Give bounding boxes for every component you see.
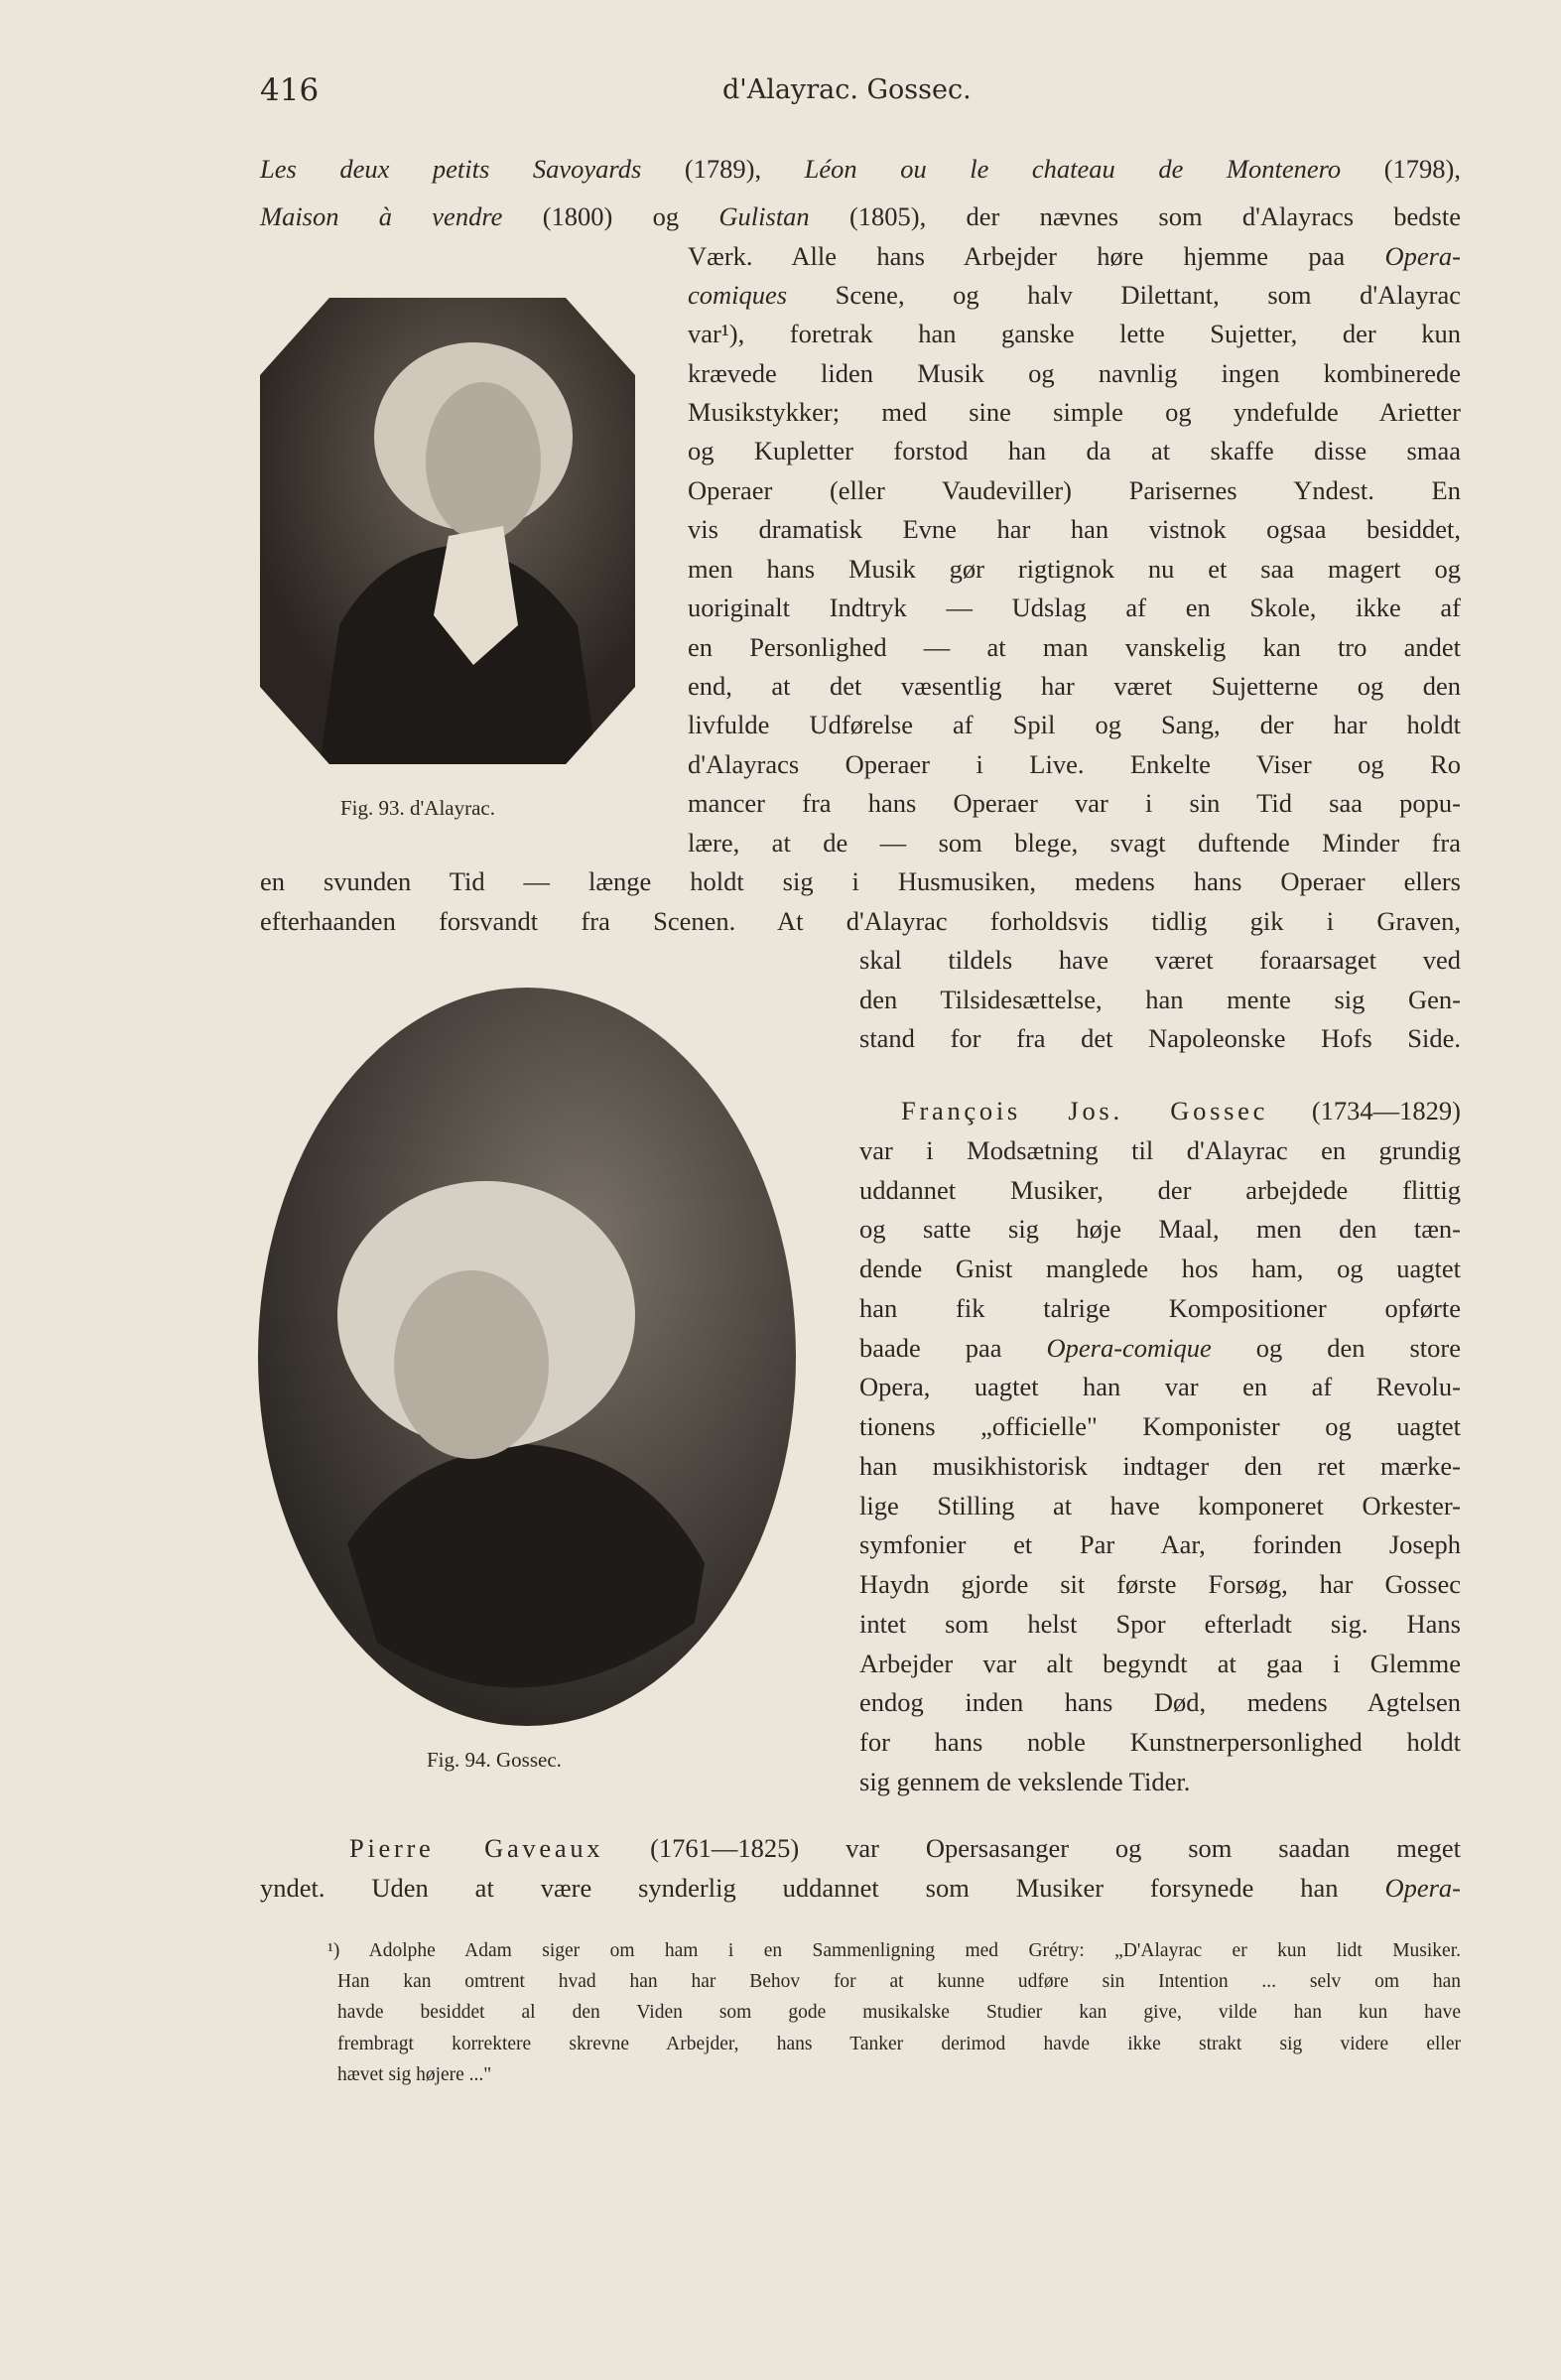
- text-line: baade paa Opera-comique og den store: [859, 1333, 1461, 1363]
- text-line: vis dramatisk Evne har han vistnok ogsaa besiddet,: [688, 514, 1461, 544]
- text-line: François Jos. Gossec (1734—1829): [901, 1096, 1461, 1125]
- text-line: og satte sig høje Maal, men den tæn-: [859, 1214, 1461, 1244]
- text-line: livfulde Udførelse af Spil og Sang, der har holdt: [688, 710, 1461, 739]
- text-line: Haydn gjorde sit første Forsøg, har Gossec: [859, 1569, 1461, 1599]
- text-line: intet som helst Spor efterladt sig. Hans: [859, 1609, 1461, 1639]
- text-line: en Personlighed — at man vanskelig kan tro andet: [688, 632, 1461, 662]
- text-line: Maison à vendre (1800) og Gulistan (1805), der nævnes som d'Alayracs bedste: [260, 201, 1461, 231]
- text-line: var i Modsætning til d'Alayrac en grundig: [859, 1135, 1461, 1165]
- text-line: var¹), foretrak han ganske lette Sujetter, der kun: [688, 319, 1461, 348]
- text-line: Les deux petits Savoyards (1789), Léon ou le chateau de Montenero (1798),: [260, 154, 1461, 184]
- figure-93-portrait: [260, 298, 635, 764]
- text-line: uddannet Musiker, der arbejdede flittig: [859, 1175, 1461, 1205]
- text-line: han fik talrige Kompositioner opførte: [859, 1293, 1461, 1323]
- text-line: lære, at de — som blege, svagt duftende Minder fra: [688, 828, 1461, 858]
- footnote-line: Han kan omtrent hvad han har Behov for at kunne udføre sin Intention ... selv om han: [337, 1971, 1461, 1992]
- text-line: Pierre Gaveaux (1761—1825) var Opersasanger og som saadan meget: [349, 1833, 1461, 1863]
- footnote-line: hævet sig højere ...": [337, 2064, 492, 2085]
- footnote-line: frembragt korrektere skrevne Arbejder, hans Tanker derimod havde ikke strakt sig videre eller: [337, 2034, 1461, 2054]
- text-line: Værk. Alle hans Arbejder høre hjemme paa Opera-: [688, 241, 1461, 271]
- figure-94-caption: Fig. 94. Gossec.: [427, 1748, 562, 1772]
- text-line: men hans Musik gør rigtignok nu et saa magert og: [688, 554, 1461, 584]
- text-line: krævede liden Musik og navnlig ingen kombinerede: [688, 358, 1461, 388]
- text-line: og Kupletter forstod han da at skaffe disse smaa: [688, 436, 1461, 465]
- page-number: 416: [260, 72, 320, 108]
- text-line: stand for fra det Napoleonske Hofs Side.: [859, 1023, 1461, 1053]
- text-line: dende Gnist manglede hos ham, og uagtet: [859, 1254, 1461, 1283]
- text-line: comiques Scene, og halv Dilettant, som d'Alayrac: [688, 280, 1461, 310]
- text-line: Arbejder var alt begyndt at gaa i Glemme: [859, 1649, 1461, 1678]
- footnote-line: ¹) Adolphe Adam siger om ham i en Sammenligning med Grétry: „D'Alayrac er kun lidt Musiker.: [327, 1940, 1461, 1961]
- text-line: lige Stilling at have komponeret Orkester-: [859, 1491, 1461, 1521]
- text-line: han musikhistorisk indtager den ret mærke-: [859, 1451, 1461, 1481]
- text-line: den Tilsidesættelse, han mente sig Gen-: [859, 985, 1461, 1014]
- text-line: skal tildels have været foraarsaget ved: [859, 945, 1461, 975]
- text-line: yndet. Uden at være synderlig uddannet som Musiker forsynede han Opera-: [260, 1873, 1461, 1903]
- text-line: end, at det væsentlig har været Sujetterne og den: [688, 671, 1461, 701]
- text-line: symfonier et Par Aar, forinden Joseph: [859, 1529, 1461, 1559]
- figure-93-caption: Fig. 93. d'Alayrac.: [340, 796, 496, 820]
- text-line: en svunden Tid — længe holdt sig i Husmusiken, medens hans Operaer ellers: [260, 866, 1461, 896]
- text-line: mancer fra hans Operaer var i sin Tid saa popu-: [688, 788, 1461, 818]
- text-line: Musikstykker; med sine simple og yndefulde Arietter: [688, 397, 1461, 427]
- figure-94-portrait: [258, 988, 796, 1727]
- text-line: efterhaanden forsvandt fra Scenen. At d'Alayrac forholdsvis tidlig gik i Graven,: [260, 906, 1461, 936]
- text-line: Operaer (eller Vaudeviller) Parisernes Yndest. En: [688, 475, 1461, 505]
- text-line: for hans noble Kunstnerpersonlighed holdt: [859, 1727, 1461, 1757]
- text-line: d'Alayracs Operaer i Live. Enkelte Viser og Ro: [688, 749, 1461, 779]
- footnote-line: havde besiddet al den Viden som gode musikalske Studier kan give, vilde han kun have: [337, 2002, 1461, 2023]
- running-title: d'Alayrac. Gossec.: [722, 74, 972, 105]
- text-line: endog inden hans Død, medens Agtelsen: [859, 1687, 1461, 1717]
- text-line: Opera, uagtet han var en af Revolu-: [859, 1372, 1461, 1401]
- text-line: tionens „officielle" Komponister og uagtet: [859, 1411, 1461, 1441]
- text-line: uoriginalt Indtryk — Udslag af en Skole, ikke af: [688, 593, 1461, 622]
- text-line: sig gennem de vekslende Tider.: [859, 1767, 1191, 1796]
